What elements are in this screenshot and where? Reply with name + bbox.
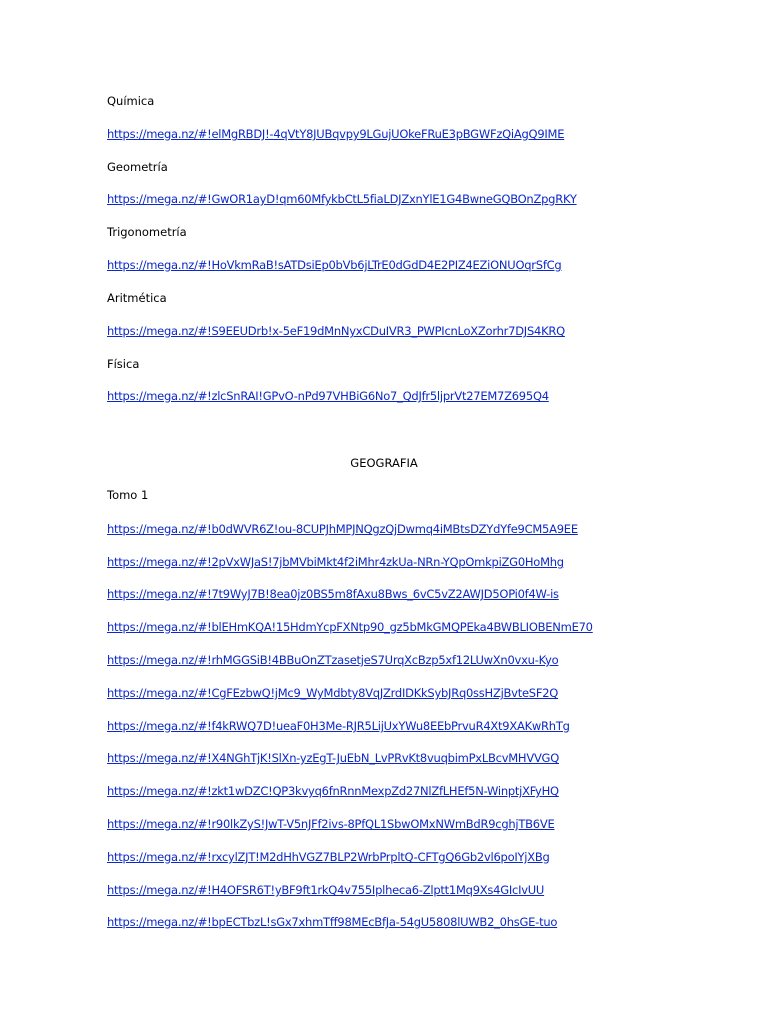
section-trigonometria bbox=[107, 225, 727, 239]
geografia-link[interactable]: https://mega.nz/#!rhMGGSiB!4BBuOnZTzasetjeS7UrqXcBzp5xf12LUwXn0vxu-Kyo bbox=[107, 653, 559, 667]
geografia-link[interactable]: https://mega.nz/#!bpECTbzL!sGx7xhmTff98MEcBfJa-54gU5808lUWB2_0hsGE-tuo bbox=[107, 915, 558, 929]
section-fisica bbox=[107, 357, 727, 371]
geografia-link[interactable]: https://mega.nz/#!b0dWVR6Z!ou-8CUPJhMPJNQgzQjDwmq4iMBtsDZYdYfe9CM5A9EE bbox=[107, 522, 578, 536]
section-title-aritmetica: Aritmética bbox=[107, 291, 167, 305]
link-fisica[interactable]: https://mega.nz/#!zlcSnRAI!GPvO-nPd97VHBiG6No7_QdJfr5ljprVt27EM7Z695Q4 bbox=[107, 389, 549, 403]
geografia-link[interactable]: https://mega.nz/#!X4NGhTjK!SlXn-yzEgT-JuEbN_LvPRvKt8vuqbimPxLBcvMHVVGQ bbox=[107, 751, 560, 765]
section-title-trigonometria: Trigonometría bbox=[107, 225, 187, 239]
section-title-quimica: Química bbox=[107, 94, 155, 108]
section-geometria bbox=[107, 160, 727, 174]
section-aritmetica bbox=[107, 291, 727, 305]
geografia-heading: GEOGRAFIA bbox=[350, 456, 418, 470]
link-trigonometria[interactable]: https://mega.nz/#!HoVkmRaB!sATDsiEp0bVb6jLTrE0dGdD4E2PIZ4EZiONUOqrSfCg bbox=[107, 258, 562, 272]
geografia-link[interactable]: https://mega.nz/#!r90lkZyS!JwT-V5nJFf2ivs-8PfQL1SbwOMxNWmBdR9cghjTB6VE bbox=[107, 817, 555, 831]
link-aritmetica[interactable]: https://mega.nz/#!S9EEUDrb!x-5eF19dMnNyxCDuIVR3_PWPIcnLoXZorhr7DJS4KRQ bbox=[107, 324, 565, 338]
link-quimica[interactable]: https://mega.nz/#!elMgRBDJ!-4qVtY8JUBqvpy9LGujUOkeFRuE3pBGWFzQiAgQ9IME bbox=[107, 127, 565, 141]
section-title-geometria: Geometría bbox=[107, 160, 168, 174]
geografia-link[interactable]: https://mega.nz/#!7t9WyJ7B!8ea0jz0BS5m8fAxu8Bws_6vC5vZ2AWJD5OPi0f4W-is bbox=[107, 587, 559, 601]
geografia-link[interactable]: https://mega.nz/#!H4OFSR6T!yBF9ft1rkQ4v755Iplheca6-Zlptt1Mq9Xs4GIcIvUU bbox=[107, 883, 545, 897]
geografia-link[interactable]: https://mega.nz/#!CgFEzbwQ!jMc9_WyMdbty8VqJZrdIDKkSybJRq0ssHZjBvteSF2Q bbox=[107, 686, 559, 700]
tomo-heading: Tomo 1 bbox=[107, 488, 149, 502]
geografia-link[interactable]: https://mega.nz/#!2pVxWJaS!7jbMVbiMkt4f2iMhr4zkUa-NRn-YQpOmkpiZG0HoMhg bbox=[107, 555, 564, 569]
link-geometria[interactable]: https://mega.nz/#!GwOR1ayD!qm60MfykbCtL5fiaLDJZxnYlE1G4BwneGQBOnZpgRKY bbox=[107, 192, 577, 206]
section-title-fisica: Física bbox=[107, 357, 140, 371]
geografia-link[interactable]: https://mega.nz/#!blEHmKQA!15HdmYcpFXNtp90_gz5bMkGMQPEka4BWBLIOBENmE70 bbox=[107, 620, 593, 634]
geografia-link[interactable]: https://mega.nz/#!rxcylZJT!M2dHhVGZ7BLP2WrbPrpltQ-CFTgQ6Gb2vl6poIYjXBg bbox=[107, 850, 550, 864]
section-quimica bbox=[107, 94, 727, 108]
geografia-link[interactable]: https://mega.nz/#!zkt1wDZC!QP3kvyq6fnRnnMexpZd27NlZfLHEf5N-WinptjXFyHQ bbox=[107, 784, 559, 798]
geografia-link[interactable]: https://mega.nz/#!f4kRWQ7D!ueaF0H3Me-RJR5LijUxYWu8EEbPrvuR4Xt9XAKwRhTg bbox=[107, 719, 570, 733]
